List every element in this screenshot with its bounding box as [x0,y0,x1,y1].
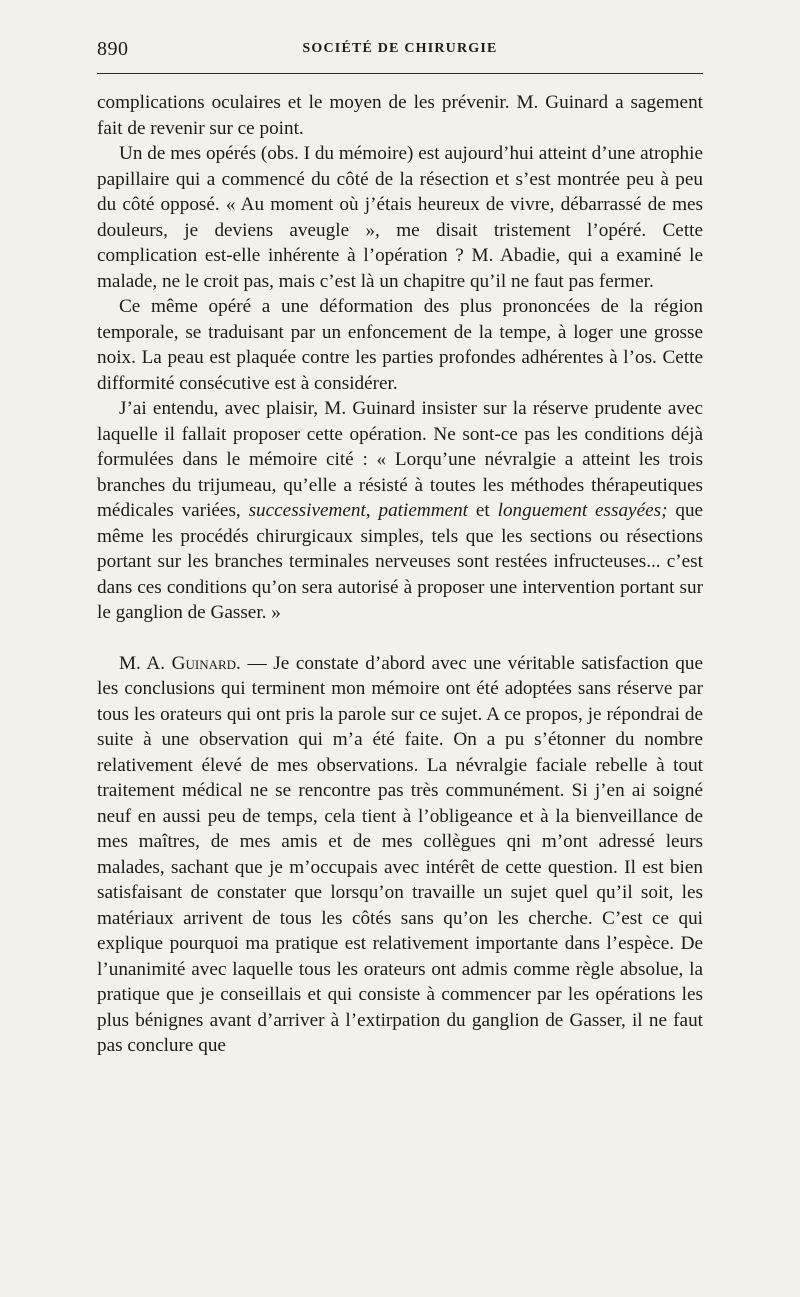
body-text [97,90,703,1059]
running-title: SOCIÉTÉ DE CHIRURGIE [302,41,498,56]
paragraph-4-text-b: que même les procédés chirurgicaux simples, tels que les sections ou résections portant sur les branches terminales nerveuses sont restées infructeuses... c’est dans ces conditions qu’on sera autorisé à proposer une intervention portant sur le ganglion de Gasser. » [97,500,704,623]
paragraph-4-italic-patiemment: patiemment [378,500,469,521]
paragraph-4-text-a: J’ai entendu, avec plaisir, M. Guinard insister sur la réserve prudente avec laquelle il fallait proposer cette opération. Ne sont-ce pas les conditions déjà formulées dans le mémoire cité : « Lorqu’une névralgie a atteint les trois branches du trijumeau, qu’elle a résisté à toutes les méthodes thérapeutiques médicales variées, [97,398,703,521]
page-header [97,34,703,64]
paragraph-2: Un de mes opérés (obs. I du mémoire) est aujourd’hui atteint d’une atrophie papillaire qui a commencé du côté de la résection et s’est montrée peu à peu du côté opposé. « Au moment où j’étais heureux de vivre, débarrassé de mes douleurs, je deviens aveugle », me disait tristement l’opéré. Cette complication est-elle inhérente à l’opération ? M. Abadie, qui a examiné le malade, ne le croit pas, mais c’est là un chapitre qu’il ne faut pas fermer. [97,143,703,292]
speaker-name: M. A. Guinard. [119,652,241,674]
header-rule [97,73,703,74]
paragraph-4-italic-longuement: longuement essayées; [497,500,668,521]
paragraph-4-italic-successivement: successivement, [248,500,371,521]
page-number: 890 [97,38,129,60]
paragraph-4-conjunction: et [475,500,490,521]
paragraph-5-text: — Je constate d’abord avec une véritable satisfaction que les conclusions qui terminent mon mémoire ont été adoptées sans réserve par tous les orateurs qui ont pris la parole sur ce sujet. A ce propos, je répondrai de suite à une observation qui m’a été faite. On a pu s’étonner du nombre relativement élevé de mes observations. La névralgie faciale rebelle à tout traitement médical ne se rencontre pas très communément. Si j’en ai soigné neuf en aussi peu de temps, cela tient à l’obligeance et à la bienveillance de mes maîtres, de mes amis et de mes collègues qni m’ont adressé leurs malades, sachant que je m’occupais avec intérêt de cette question. Il est bien satisfaisant de constater que lorsqu’on travaille un sujet quel qu’il soit, les matériaux arrivent de tous les côtés sans qu’on les cherche. C’est ce qui explique pourquoi ma pratique est relativement importante dans l’espèce. De l’unanimité avec laquelle tous les orateurs ont admis comme règle absolue, la pratique que je conseillais et qui consiste à commencer par les opérations les plus bénignes avant d’arriver à l’extirpation du ganglion de Gasser, il ne faut pas conclure que [97,652,704,1056]
paragraph-4 [97,396,703,626]
paragraph-5 [97,651,703,1059]
paragraph-3: Ce même opéré a une déformation des plus prononcées de la région temporale, se traduisant par un enfoncement de la tempe, à loger une grosse noix. La peau est plaquée contre les parties profondes adhérentes à l’os. Cette difformité consécutive est à considérer. [97,296,703,394]
paragraph-1: complications oculaires et le moyen de les prévenir. M. Guinard a sagement fait de revenir sur ce point. [97,92,703,139]
